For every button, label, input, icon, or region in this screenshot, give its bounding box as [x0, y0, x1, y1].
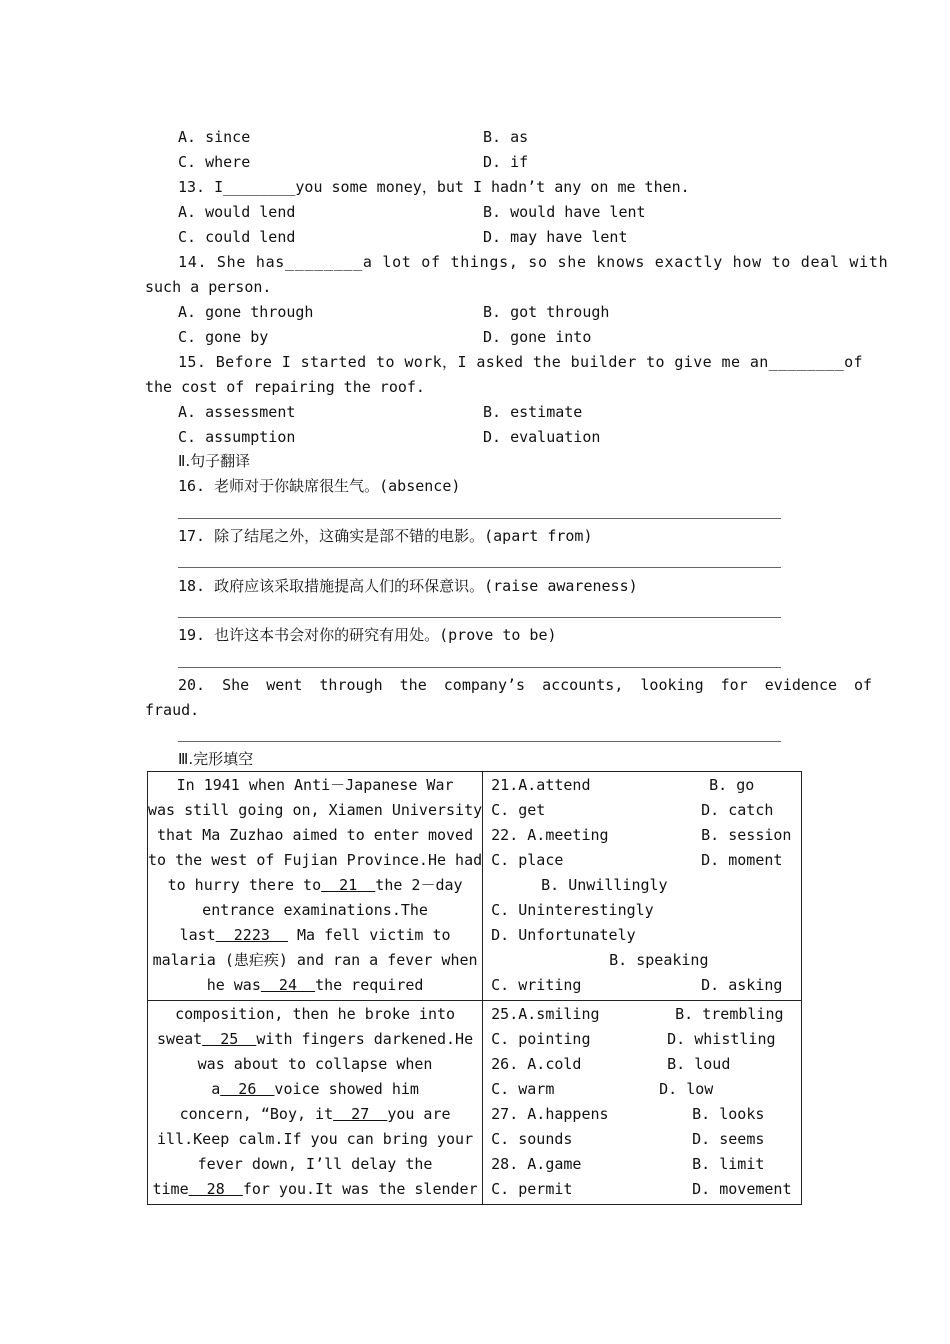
passage-line	[148, 875, 482, 900]
q21-option-a: 21.A.attend	[491, 776, 591, 794]
passage-line: composition, then he broke into	[175, 1005, 456, 1023]
cloze-row-2	[148, 1001, 802, 1205]
q26-option-a: 26. A.cold	[491, 1055, 582, 1073]
passage-line	[148, 925, 482, 950]
blank-24: 24	[260, 976, 316, 994]
q13-option-a: A. would lend	[178, 203, 296, 221]
q23-option-d: D. Unfortunately	[491, 926, 636, 944]
q24-option-c: C. writing	[491, 976, 582, 994]
q20-line1: 20. She went through the company’s accounts, looking for evidence of	[178, 676, 873, 694]
passage-part-1	[148, 772, 483, 1001]
translation-17: 17. 除了结尾之外，这确实是部不错的电影。(apart from)	[178, 527, 593, 545]
passage-text: concern, “Boy, it	[179, 1105, 334, 1123]
passage-line: In 1941 when Anti－Japanese War	[176, 776, 454, 794]
passage-text: last	[179, 926, 216, 944]
blank-25: 25	[202, 1030, 257, 1048]
q27-option-b: B. looks	[692, 1105, 765, 1123]
blank-27: 27	[333, 1105, 388, 1123]
passage-text: sweat	[157, 1030, 203, 1048]
passage-line: was about to collapse when	[197, 1055, 433, 1073]
blank-2223: 2223	[215, 926, 288, 944]
passage-line: malaria (患疟疾) and ran a fever when	[152, 951, 478, 969]
q25-option-c: C. pointing	[491, 1030, 591, 1048]
passage-text: with fingers darkened.He	[256, 1030, 474, 1048]
passage-part-2	[148, 1001, 483, 1205]
passage-line: to the west of Fujian Province.He had	[148, 851, 483, 869]
answer-line-18	[178, 617, 781, 618]
q23-option-b: B. Unwillingly	[541, 876, 668, 894]
passage-line: was still going on, Xiamen University	[148, 801, 483, 819]
cloze-table	[147, 771, 802, 1205]
translation-19: 19. 也许这本书会对你的研究有用处。(prove to be)	[178, 626, 557, 644]
passage-text: the 2－day	[375, 876, 463, 894]
translation-16: 16. 老师对于你缺席很生气。(absence)	[178, 477, 461, 495]
options-part-2	[483, 1001, 802, 1205]
q22-option-a: 22. A.meeting	[491, 826, 609, 844]
passage-text: you are	[387, 1105, 451, 1123]
passage-text: he was	[206, 976, 261, 994]
q25-option-d: D. whistling	[667, 1030, 776, 1048]
answer-line-20	[178, 741, 781, 742]
q28-option-b: B. limit	[692, 1155, 765, 1173]
answer-line-16	[178, 518, 781, 519]
q15-stem-cont: the cost of repairing the roof.	[145, 378, 425, 396]
q21-option-d: D. catch	[701, 801, 774, 819]
q22-option-d: D. moment	[701, 851, 783, 869]
q27-option-c: C. sounds	[491, 1130, 573, 1148]
q15-option-a: A. assessment	[178, 403, 296, 421]
q13-option-c: C. could lend	[178, 228, 296, 246]
q28-option-c: C. permit	[491, 1180, 573, 1198]
passage-text: a	[211, 1080, 221, 1098]
section-3-heading: Ⅲ.完形填空	[178, 750, 254, 768]
passage-line	[148, 1079, 482, 1104]
section-2-heading: Ⅱ.句子翻译	[178, 452, 251, 470]
q15-option-c: C. assumption	[178, 428, 296, 446]
q14-option-b: B. got through	[483, 303, 610, 321]
q13-stem: 13. I________you some money，but I hadn’t any on me then.	[178, 178, 690, 196]
q25-option-a: 25.A.smiling	[491, 1005, 600, 1023]
q14-option-a: A. gone through	[178, 303, 314, 321]
passage-line	[148, 1029, 482, 1054]
q25-option-b: B. trembling	[675, 1005, 784, 1023]
q13-option-b: B. would have lent	[483, 203, 646, 221]
passage-text: to hurry there to	[167, 876, 322, 894]
passage-text: the required	[315, 976, 424, 994]
q13-option-d: D. may have lent	[483, 228, 628, 246]
passage-line: entrance examinations.The	[202, 901, 428, 919]
q28-option-a: 28. A.game	[491, 1155, 582, 1173]
q26-option-c: C. warm	[491, 1080, 555, 1098]
q15-stem: 15. Before I started to work，I asked the builder to give me an________of	[178, 353, 863, 371]
q12-option-c: C. where	[178, 153, 251, 171]
passage-text: voice showed him	[274, 1080, 419, 1098]
q24-option-b: B. speaking	[609, 951, 709, 969]
q12-option-b: B. as	[483, 128, 529, 146]
q15-option-d: D. evaluation	[483, 428, 601, 446]
blank-21: 21	[321, 876, 376, 894]
q15-option-b: B. estimate	[483, 403, 583, 421]
q20-line2: fraud.	[145, 701, 200, 719]
passage-text: for you.It was the slender	[242, 1180, 478, 1198]
q26-option-d: D. low	[659, 1080, 714, 1098]
q27-option-a: 27. A.happens	[491, 1105, 609, 1123]
q28-option-d: D. movement	[692, 1180, 792, 1198]
passage-line	[148, 975, 482, 1000]
q26-option-b: B. loud	[667, 1055, 731, 1073]
q24-option-d: D. asking	[701, 976, 783, 994]
q14-stem-cont: such a person.	[145, 278, 272, 296]
answer-line-17	[178, 567, 781, 568]
q23-option-c: C. Uninterestingly	[491, 901, 654, 919]
passage-line: that Ma Zuzhao aimed to enter moved	[157, 826, 474, 844]
q27-option-d: D. seems	[692, 1130, 765, 1148]
passage-line: ill.Keep calm.If you can bring your	[157, 1130, 474, 1148]
q22-option-b: B. session	[701, 826, 792, 844]
answer-line-19	[178, 667, 781, 668]
q12-option-a: A. since	[178, 128, 251, 146]
q21-option-c: C. get	[491, 801, 546, 819]
passage-line	[148, 1179, 482, 1204]
blank-28: 28	[188, 1180, 243, 1198]
q21-option-b: B. go	[709, 776, 755, 794]
passage-text: Ma fell victim to	[287, 926, 451, 944]
translation-18: 18. 政府应该采取措施提高人们的环保意识。(raise awareness)	[178, 577, 638, 595]
options-part-1	[483, 772, 802, 1001]
q12-option-d: D. if	[483, 153, 529, 171]
q22-option-c: C. place	[491, 851, 564, 869]
cloze-row-1	[148, 772, 802, 1001]
q14-option-c: C. gone by	[178, 328, 269, 346]
passage-text: time	[152, 1180, 189, 1198]
passage-line	[148, 1104, 482, 1129]
q14-stem: 14. She has________a lot of things, so she knows exactly how to deal with	[178, 253, 889, 271]
passage-line: fever down, I’ll delay the	[197, 1155, 433, 1173]
blank-26: 26	[220, 1080, 275, 1098]
q14-option-d: D. gone into	[483, 328, 592, 346]
